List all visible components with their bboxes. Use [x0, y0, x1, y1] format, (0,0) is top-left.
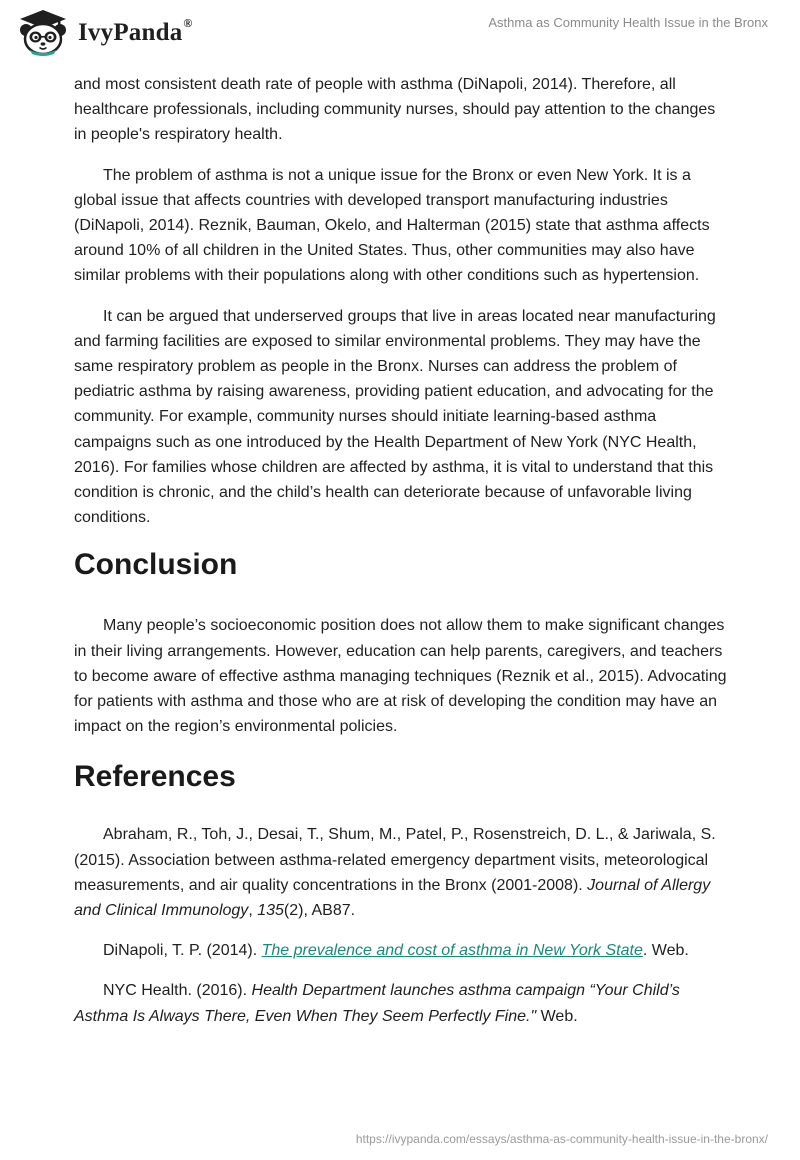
source-url: https://ivypanda.com/essays/asthma-as-community-health-issue-in-the-bronx/: [355, 1132, 768, 1146]
paragraph-continuation: and most consistent death rate of people with asthma (DiNapoli, 2014). Therefore, all healthcare professionals, including community nurses, should pay attention to the changes in people's respiratory health.: [74, 76, 716, 144]
essay-content: [74, 72, 730, 1044]
conclusion-heading: Conclusion: [74, 548, 238, 582]
reference-link[interactable]: The prevalence and cost of asthma in New York State: [261, 942, 643, 960]
journal-volume: 135: [257, 902, 284, 920]
page-header: [0, 0, 800, 70]
document-title: Asthma as Community Health Issue in the Bronx: [488, 15, 768, 30]
brand-name: IvyPanda®: [78, 15, 193, 46]
reference-entry: Abraham, R., Toh, J., Desai, T., Shum, M., Patel, P., Rosenstreich, D. L., & Jariwala, S. (2015). Association between asthma-related emergency department visits, meteorological measurements, and air quality concentrations in the Bronx (2001-2008). Journal of Allergy and Clinical Immunology, 135(2), AB87.: [74, 826, 716, 920]
references-heading: References: [74, 760, 236, 794]
paragraph: The problem of asthma is not a unique issue for the Bronx or even New York. It is a global issue that affects countries with developed transport manufacturing industries (DiNapoli, 2014). Reznik, Bauman, Okelo, and Halterman (2015) state that asthma affects around 10% of all children in the United States. Thus, other communities may also have similar problems with their populations along with other conditions such as hypertension.: [74, 166, 710, 285]
journal-title: Journal of Allergy and Clinical Immunology: [74, 876, 711, 920]
reference-entry: NYC Health. (2016). Health Department launches asthma campaign “Your Child’s Asthma Is Always There, Even When They Seem Perfectly Fine." Web.: [74, 982, 680, 1025]
brand-logo[interactable]: [14, 8, 193, 56]
conclusion-paragraph: Many people’s socioeconomic position does not allow them to make significant changes in their living arrangements. However, education can help parents, caregivers, and teachers to become aware of effective asthma managing techniques (Reznik et al., 2015). Advocating for patients with asthma and those who are at risk of developing the condition may have an impact on the region’s environmental policies.: [74, 617, 727, 736]
paragraph: It can be argued that underserved groups that live in areas located near manufacturing and farming facilities are exposed to similar environmental problems. They may have the same respiratory problem as people in the Bronx. Nurses can address the problem of pediatric asthma by raising awareness, providing patient education, and advocating for the community. For example, community nurses should initiate learning-based asthma campaigns such as one introduced by the Health Department of New York (NYC Health, 2016). For families whose children are affected by asthma, it is vital to understand that this condition is chronic, and the child’s health can deteriorate because of unfavorable living conditions.: [74, 307, 716, 527]
panda-graduate-icon: [14, 8, 72, 56]
reference-entry: DiNapoli, T. P. (2014). The prevalence and cost of asthma in New York State. Web.: [103, 942, 689, 960]
reference-title: Health Department launches asthma campaign “Your Child’s Asthma Is Always There, Even When They Seem Perfectly Fine.": [74, 982, 680, 1025]
